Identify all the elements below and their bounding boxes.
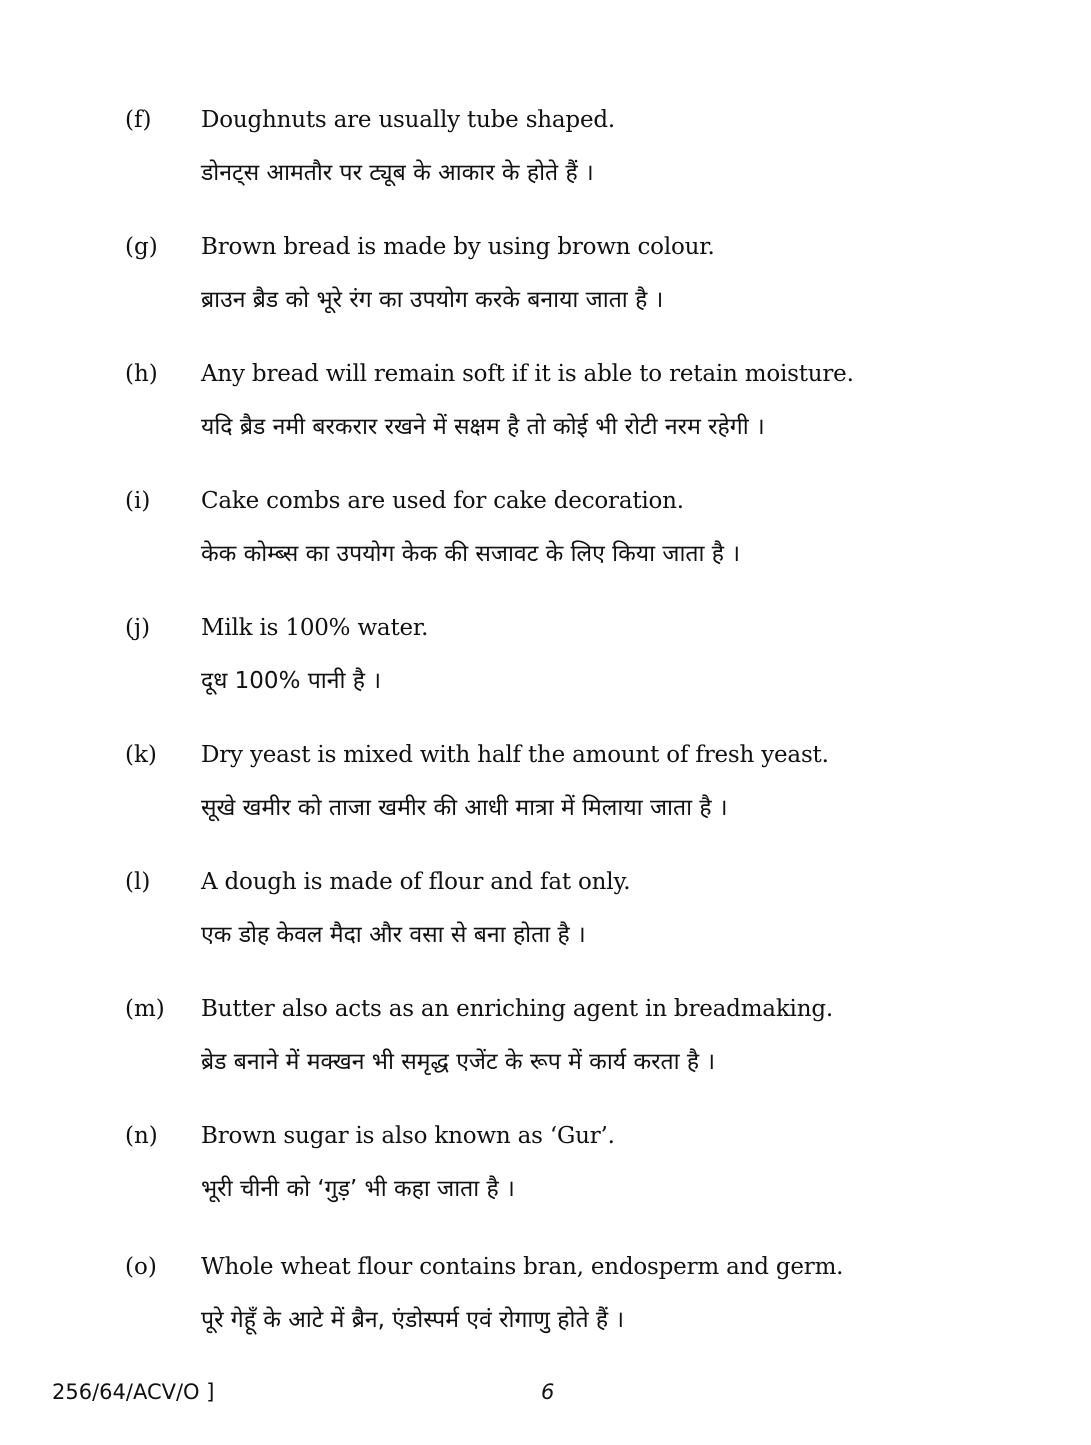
question-text-hindi: भूरी चीनी को ‘गुड़’ भी कहा जाता है । [201, 1176, 515, 1202]
question-text-english: Milk is 100% water. [201, 615, 429, 641]
question-text-hindi: एक डोह केवल मैदा और वसा से बना होता है । [201, 922, 586, 948]
question-item-o [0, 1251, 1091, 1361]
page-number: 6 [541, 1380, 555, 1404]
question-text-hindi: ब्राउन ब्रैड को भूरे रंग का उपयोग करके बनाया जाता है । [201, 287, 664, 313]
question-item-f [0, 104, 1091, 214]
question-text-hindi: डोनट्स आमतौर पर ट्यूब के आकार के होते हैं । [201, 160, 594, 186]
question-text-english: Butter also acts as an enriching agent in breadmaking. [201, 996, 833, 1022]
question-label: (o) [125, 1254, 157, 1280]
question-label: (f) [125, 107, 152, 133]
question-label: (g) [125, 234, 158, 260]
question-text-english: Cake combs are used for cake decoration. [201, 488, 684, 514]
question-text-english: Doughnuts are usually tube shaped. [201, 107, 616, 133]
question-label: (k) [125, 742, 157, 768]
question-text-english: Dry yeast is mixed with half the amount of fresh yeast. [201, 742, 829, 768]
question-text-hindi: सूखे खमीर को ताजा खमीर की आधी मात्रा में मिलाया जाता है । [201, 795, 728, 821]
question-item-h [0, 358, 1091, 468]
question-text-hindi: दूध 100% पानी है । [201, 668, 382, 694]
question-item-l [0, 866, 1091, 976]
question-item-n [0, 1120, 1091, 1230]
question-label: (i) [125, 488, 151, 514]
question-text-english: Brown bread is made by using brown colour. [201, 234, 715, 260]
question-item-m [0, 993, 1091, 1103]
question-text-hindi: ब्रेड बनाने में मक्खन भी समृद्ध एजेंट के रूप में कार्य करता है । [201, 1049, 716, 1075]
question-text-english: Brown sugar is also known as ‘Gur’. [201, 1123, 615, 1149]
paper-code: 256/64/ACV/O ] [52, 1380, 215, 1404]
question-label: (j) [125, 615, 151, 641]
question-item-i [0, 485, 1091, 595]
question-label: (l) [125, 869, 151, 895]
question-text-hindi: यदि ब्रैड नमी बरकरार रखने में सक्षम है तो कोई भी रोटी नरम रहेगी । [201, 414, 765, 440]
question-text-hindi: केक कोम्ब्स का उपयोग केक की सजावट के लिए किया जाता है । [201, 541, 741, 567]
question-item-g [0, 231, 1091, 341]
question-label: (m) [125, 996, 165, 1022]
question-text-hindi: पूरे गेहूँ के आटे में ब्रैन, एंडोस्पर्म एवं रोगाणु होते हैं । [201, 1307, 625, 1333]
question-text-english: Any bread will remain soft if it is able to retain moisture. [201, 361, 854, 387]
question-text-english: Whole wheat flour contains bran, endosperm and germ. [201, 1254, 844, 1280]
question-item-j [0, 612, 1091, 722]
question-text-english: A dough is made of flour and fat only. [201, 869, 631, 895]
question-label: (h) [125, 361, 158, 387]
question-label: (n) [125, 1123, 158, 1149]
question-item-k [0, 739, 1091, 849]
